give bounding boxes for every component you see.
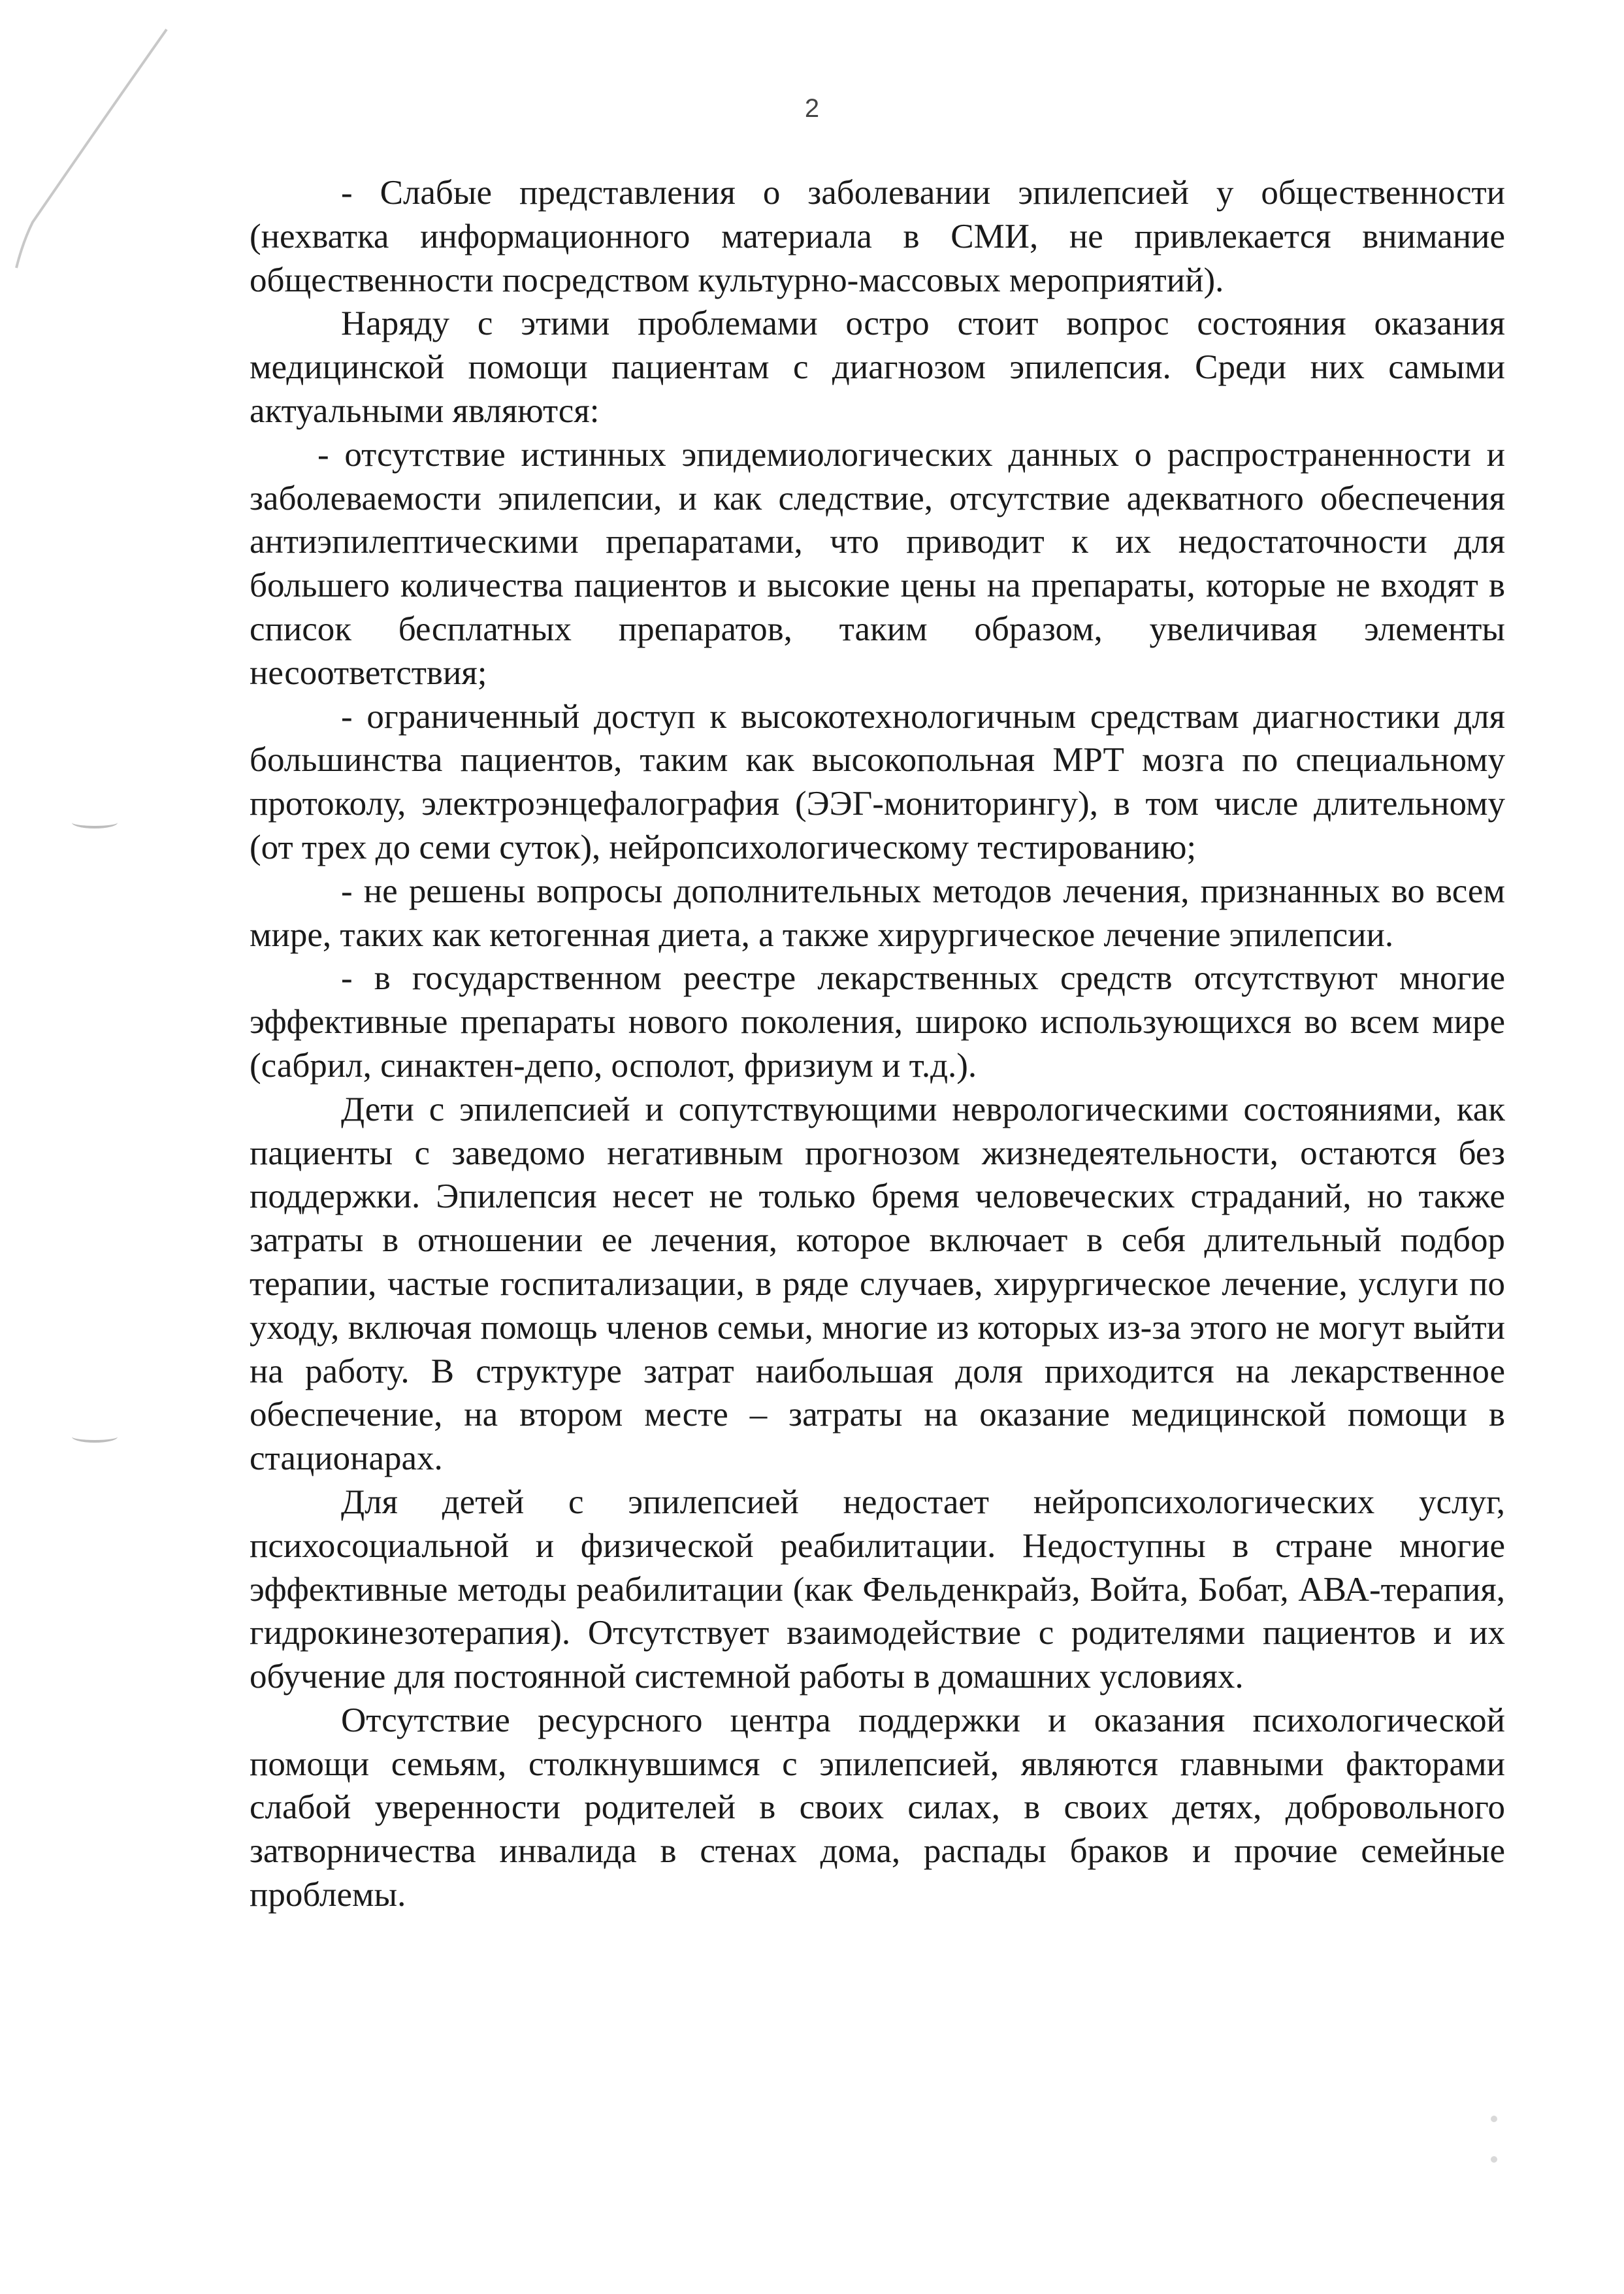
paragraph-diagnostics-access: - ограниченный доступ к высокотехнологичным средствам диагностики для большинства пациентов, таким как высокопольная МРТ мозга по специальному протоколу, электроэнцефалография (ЭЭГ-мониторингу), в том числе длительному (от трех до семи суток), нейропсихологическому тестированию;	[250, 697, 1505, 866]
scan-artifact-speck	[1491, 2156, 1497, 2163]
paragraph-treatment-methods: - не решены вопросы дополнительных методов лечения, признанных во всем мире, таких как кетогенная диета, а также хирургическое лечение эпилепсии.	[250, 872, 1505, 954]
paragraph-medical-care-issues: Наряду с этими проблемами остро стоит вопрос состояния оказания медицинской помощи пациентам с диагнозом эпилепсия. Среди них самыми актуальными являются:	[250, 304, 1505, 430]
scan-artifact-speck	[1491, 2116, 1497, 2122]
paragraph-children-support: Дети с эпилепсией и сопутствующими неврологическими состояниями, как пациенты с заведомо негативным прогнозом жизнедеятельности, остаются без поддержки. Эпилепсия несет не только бремя человеческих страданий, но также затраты в отношении ее лечения, которое включает в себя длительный подбор терапии, частые госпитализации, в ряде случаев, хирургическое лечение, услуги по уходу, включая помощь членов семьи, многие из которых из-за этого не могут выйти на работу. В структуре затрат наибольшая доля приходится на лекарственное обеспечение, на втором месте – затраты на оказание медицинской помощи в стационарах.	[250, 1090, 1505, 1478]
paragraph-public-awareness: - Слабые представления о заболевании эпилепсией у общественности (нехватка информационного материала в СМИ, не привлекается внимание общественности посредством культурно-массовых мероприятий).	[250, 174, 1505, 299]
page-number: 2	[804, 94, 820, 123]
scan-artifact-mark	[72, 1431, 118, 1443]
paragraph-resource-center: Отсутствие ресурсного центра поддержки и оказания психологической помощи семьям, столкнувшимся с эпилепсией, являются главными факторами слабой уверенности родителей в своих силах, в своих детях, добровольного затворничества инвалида в стенах дома, распады браков и прочие семейные проблемы.	[250, 1701, 1505, 1914]
paragraph-rehabilitation: Для детей с эпилепсией недостает нейропсихологических услуг, психосоциальной и физической реабилитации. Недоступны в стране многие эффективные методы реабилитации (как Фельденкрайз, Войта, Бобат, АВА-терапия, гидрокинезотерапия). Отсутствует взаимодействие с родителями пациентов и их обучение для постоянной системной работы в домашних условиях.	[250, 1483, 1505, 1696]
paragraph-drug-registry: - в государственном реестре лекарственных средств отсутствуют многие эффективные препараты нового поколения, широко использующихся во всем мире (сабрил, синактен-депо, осполот, фризиум и т.д.).	[250, 959, 1505, 1085]
document-body	[250, 171, 1505, 1917]
scan-artifact-line	[7, 26, 176, 274]
paragraph-epidemiological-data: - отсутствие истинных эпидемиологических данных о распространенности и заболеваемости эпилепсии, и как следствие, отсутствие адекватного обеспечения антиэпилептическими препаратами, что приводит к их недостаточности для большего количества пациентов и высокие цены на препараты, которые не входят в список бесплатных препаратов, таким образом, увеличивая элементы несоответствия;	[250, 435, 1505, 692]
scan-artifact-mark	[72, 817, 118, 828]
